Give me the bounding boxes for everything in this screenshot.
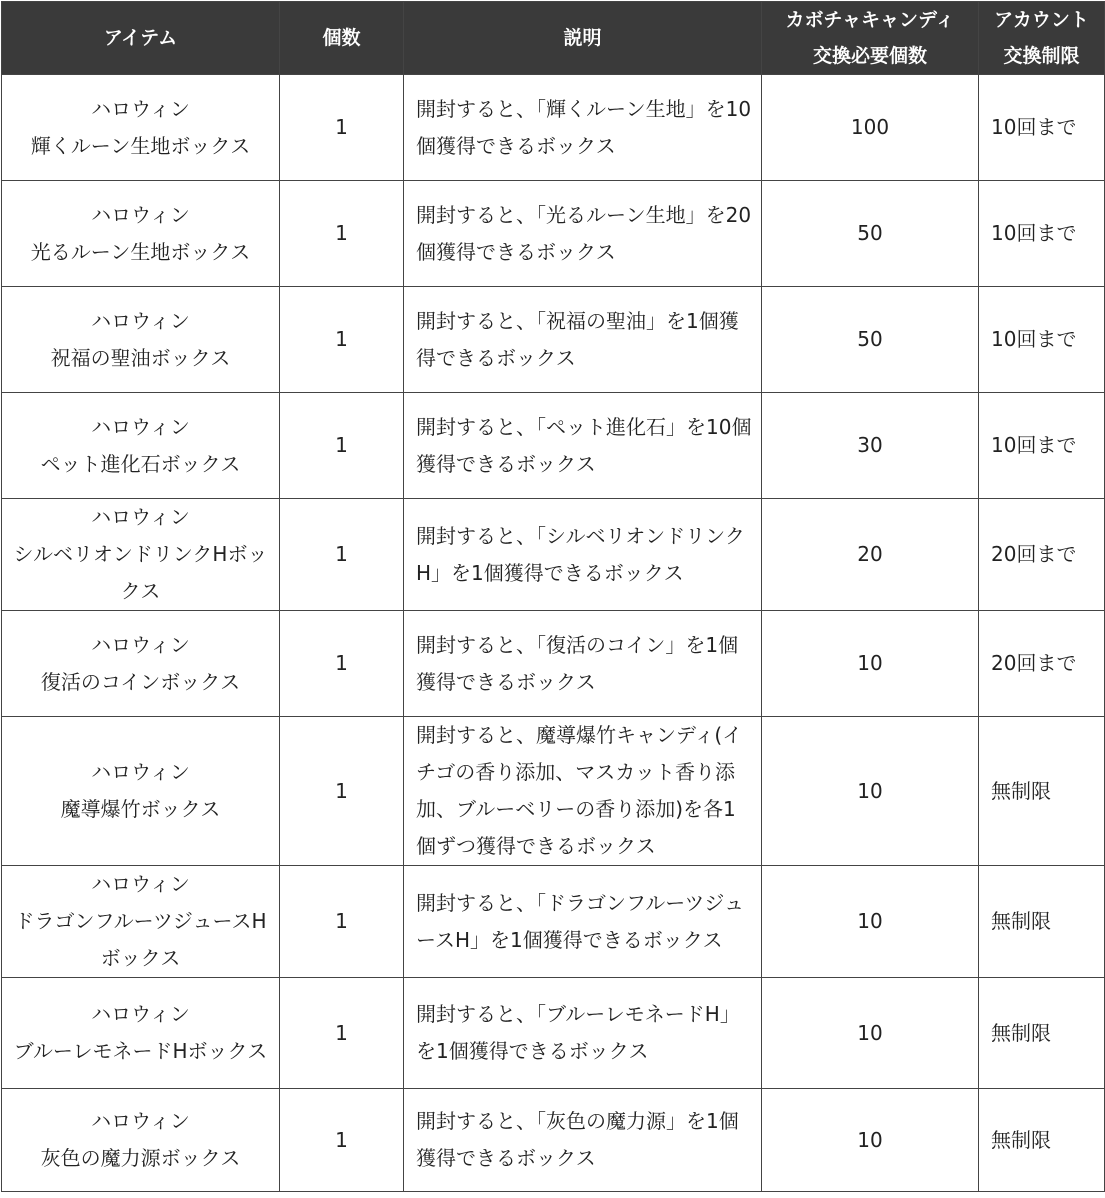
account-limit: 無制限: [979, 1089, 1105, 1192]
table-row: [2, 499, 1105, 611]
item-quantity: 1: [280, 1089, 404, 1192]
item-quantity: 1: [280, 717, 404, 866]
item-description: 開封すると、「シルベリオンドリンクH」を1個獲得できるボックス: [404, 499, 762, 611]
item-name: ハロウィン ドラゴンフルーツジュースHボックス: [2, 866, 280, 978]
item-quantity: 1: [280, 866, 404, 978]
item-quantity: 1: [280, 499, 404, 611]
table-row: [2, 978, 1105, 1089]
account-limit: 20回まで: [979, 499, 1105, 611]
header-account-limit: アカウント 交換制限: [979, 2, 1105, 75]
candy-cost: 30: [762, 393, 979, 499]
item-quantity: 1: [280, 75, 404, 181]
item-description: 開封すると、「ブルーレモネードH」を1個獲得できるボックス: [404, 978, 762, 1089]
item-description: 開封すると、「復活のコイン」を1個獲得できるボックス: [404, 611, 762, 717]
item-quantity: 1: [280, 287, 404, 393]
item-description: 開封すると、「祝福の聖油」を1個獲得できるボックス: [404, 287, 762, 393]
account-limit: 20回まで: [979, 611, 1105, 717]
table-row: [2, 181, 1105, 287]
item-quantity: 1: [280, 978, 404, 1089]
item-name: ハロウィン 輝くルーン生地ボックス: [2, 75, 280, 181]
table-row: [2, 611, 1105, 717]
table-row: [2, 866, 1105, 978]
candy-cost: 10: [762, 866, 979, 978]
exchange-table: [1, 1, 1105, 1192]
header-quantity: 個数: [280, 2, 404, 75]
candy-cost: 10: [762, 1089, 979, 1192]
item-name: ハロウィン ペット進化石ボックス: [2, 393, 280, 499]
candy-cost: 20: [762, 499, 979, 611]
table-row: [2, 287, 1105, 393]
account-limit: 無制限: [979, 717, 1105, 866]
candy-cost: 10: [762, 717, 979, 866]
item-name: ハロウィン 魔導爆竹ボックス: [2, 717, 280, 866]
item-quantity: 1: [280, 393, 404, 499]
candy-cost: 100: [762, 75, 979, 181]
item-name: ハロウィン ブルーレモネードHボックス: [2, 978, 280, 1089]
table-row: [2, 717, 1105, 866]
account-limit: 10回まで: [979, 393, 1105, 499]
candy-cost: 50: [762, 287, 979, 393]
table-row: [2, 1089, 1105, 1192]
item-name: ハロウィン 灰色の魔力源ボックス: [2, 1089, 280, 1192]
item-name: ハロウィン 復活のコインボックス: [2, 611, 280, 717]
item-name: ハロウィン シルベリオンドリンクHボックス: [2, 499, 280, 611]
item-name: ハロウィン 光るルーン生地ボックス: [2, 181, 280, 287]
item-name: ハロウィン 祝福の聖油ボックス: [2, 287, 280, 393]
account-limit: 10回まで: [979, 287, 1105, 393]
item-description: 開封すると、「光るルーン生地」を20個獲得できるボックス: [404, 181, 762, 287]
table-row: [2, 393, 1105, 499]
account-limit: 無制限: [979, 866, 1105, 978]
item-description: 開封すると、「輝くルーン生地」を10個獲得できるボックス: [404, 75, 762, 181]
item-description: 開封すると、「ドラゴンフルーツジュースH」を1個獲得できるボックス: [404, 866, 762, 978]
item-quantity: 1: [280, 611, 404, 717]
header-row: [2, 2, 1105, 75]
item-description: 開封すると、魔導爆竹キャンディ(イチゴの香り添加、マスカット香り添加、ブルーベリーの香り添加)を各1個ずつ獲得できるボックス: [404, 717, 762, 866]
item-description: 開封すると、「ペット進化石」を10個獲得できるボックス: [404, 393, 762, 499]
account-limit: 10回まで: [979, 181, 1105, 287]
candy-cost: 50: [762, 181, 979, 287]
item-description: 開封すると、「灰色の魔力源」を1個獲得できるボックス: [404, 1089, 762, 1192]
header-item: アイテム: [2, 2, 280, 75]
account-limit: 無制限: [979, 978, 1105, 1089]
table-row: [2, 75, 1105, 181]
header-description: 説明: [404, 2, 762, 75]
account-limit: 10回まで: [979, 75, 1105, 181]
candy-cost: 10: [762, 978, 979, 1089]
candy-cost: 10: [762, 611, 979, 717]
item-quantity: 1: [280, 181, 404, 287]
header-candy-cost: カボチャキャンディ 交換必要個数: [762, 2, 979, 75]
